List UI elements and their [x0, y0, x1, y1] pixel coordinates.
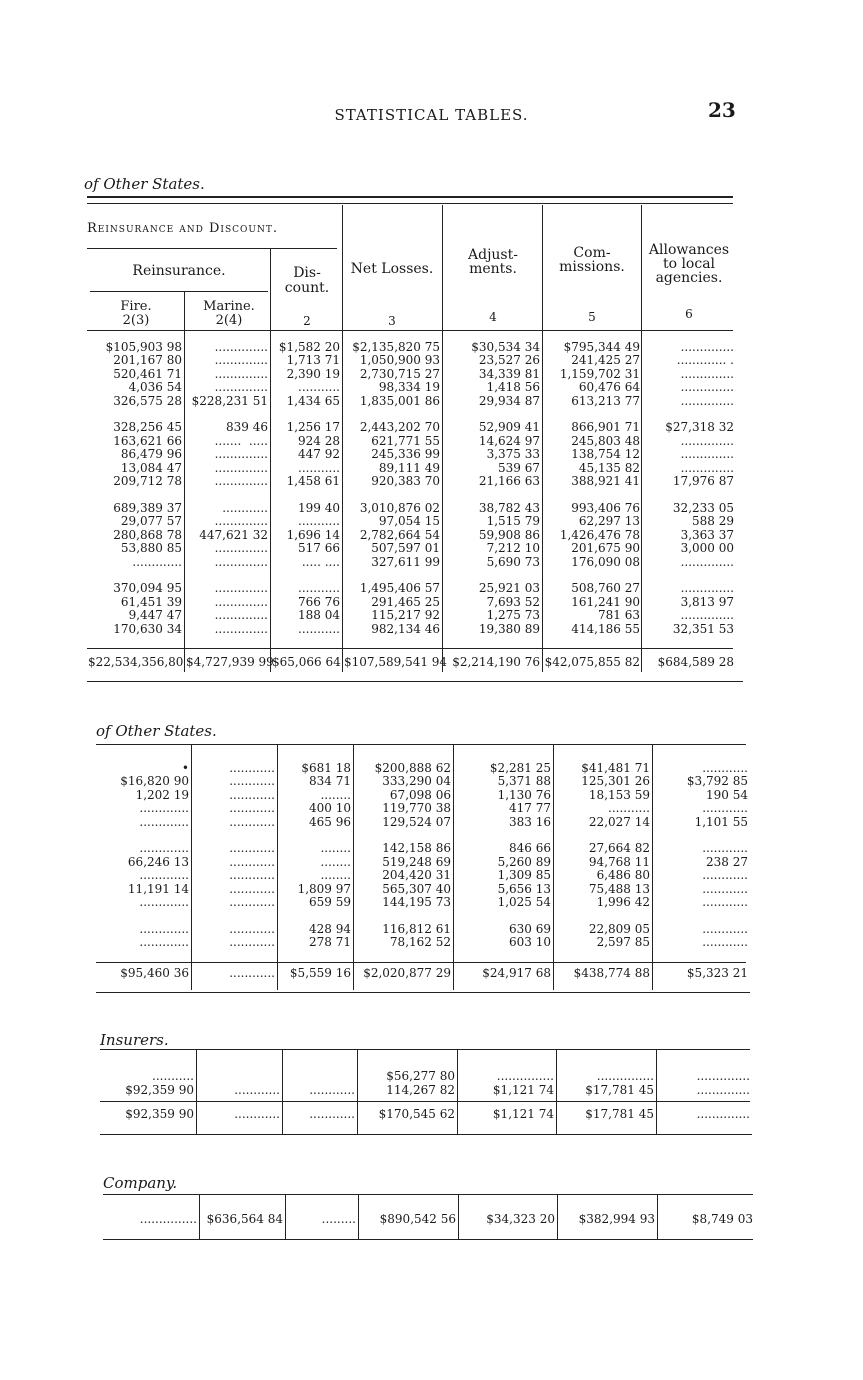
- col-rule: [553, 745, 554, 990]
- cell: $890,542 56: [379, 1212, 456, 1226]
- total-discount: $65,066 64: [272, 655, 341, 669]
- fire-column: • $16,820 90 1,202 19 ............. ............. ............. 66,246 13 ............. 11,191 14 ............. ............. .............: [120, 761, 189, 950]
- col-rule: [556, 1050, 557, 1134]
- col-rule: [282, 1050, 283, 1134]
- commissions-column: $41,481 71 125,301 26 18,153 59 ........... 22,027 14 27,664 82 94,768 11 6,486 80 75,488 13 1,996 42 22,809 05 2,597 85: [581, 761, 650, 950]
- col-rule: [458, 1195, 459, 1239]
- adjustments-column: $30,534 34 23,527 26 34,339 81 1,418 56 29,934 87 52,909 41 14,624 97 3,375 33 539 67 21,166 63 38,782 43 1,515 79 59,908 86 7,212 10 5,690 73 25,921 03 7,693 52 1,275 73 19,380 89: [471, 340, 540, 636]
- total-fire: $92,359 90: [125, 1107, 194, 1121]
- rule: [90, 291, 268, 292]
- rule: [87, 648, 733, 649]
- col-rule: [277, 745, 278, 990]
- cell: ............: [309, 1083, 355, 1097]
- rule: [96, 992, 750, 993]
- section-title-1: of Other States.: [84, 175, 205, 193]
- cell: ............: [234, 1083, 280, 1097]
- cell: ...............: [139, 1212, 197, 1226]
- cell: ...........: [152, 1069, 194, 1083]
- discount-column: $681 18 834 71 ........ 400 10 465 96 ........ ........ ........ 1,809 97 659 59 428 94 278 71: [297, 761, 351, 950]
- rule: [100, 1049, 750, 1050]
- header-marine: Marine. 2(4): [203, 299, 255, 328]
- col-rule: [656, 1050, 657, 1134]
- total-marine: $4,727,939 99: [186, 655, 274, 669]
- col-rule: [357, 1050, 358, 1134]
- header-net-losses: Net Losses.: [350, 261, 434, 277]
- cell: ...............: [596, 1069, 654, 1083]
- rule: [87, 196, 733, 198]
- col-rule: [270, 249, 271, 672]
- total-allowances: $5,323 21: [686, 966, 748, 980]
- fire-column: $105,903 98 201,167 80 520,461 71 4,036 54 326,575 28 328,256 45 163,621 66 86,479 96 13,084 47 209,712 78 689,389 37 29,077 57 280,868 78 53,880 85 ............. 370,094 95 61,451 39 9,447 47 170,630 34: [105, 340, 182, 636]
- running-title: STATISTICAL TABLES.: [334, 106, 529, 124]
- marine-column: ............ ............ ............ ............ ............ ............ ............ ............ ............ ............ ............ ............: [229, 761, 275, 950]
- col-rule: [184, 292, 185, 672]
- total-adjustments: $2,214,190 76: [452, 655, 540, 669]
- header-adjustments: Adjust- ments.: [468, 247, 518, 277]
- total-commissions: $42,075,855 82: [544, 655, 640, 669]
- col-rule: [342, 205, 343, 672]
- header-reinsurance: Reinsurance.: [132, 263, 226, 279]
- total-allowances: $684,589 28: [657, 655, 734, 669]
- header-fire: Fire. 2(3): [120, 299, 152, 328]
- section-title-4: Company.: [103, 1174, 178, 1192]
- col-rule: [442, 205, 443, 672]
- col-rule: [657, 1195, 658, 1239]
- cell: $382,994 93: [578, 1212, 655, 1226]
- rule: [96, 744, 746, 745]
- cell: $8,749 03: [691, 1212, 753, 1226]
- header-allowances: Allowances to local agencies.: [648, 242, 730, 286]
- discount-column: $1,582 20 1,713 71 2,390 19 ........... 1,434 65 1,256 17 924 28 447 92 ........... 1,458 61 199 40 ........... 1,696 14 517 66 ..... .... ........... 766 76 188 04 ...........: [278, 340, 340, 636]
- total-allowances: ..............: [696, 1107, 750, 1121]
- rule: [103, 1194, 753, 1195]
- col-rule: [353, 745, 354, 990]
- adjustments-column: $2,281 25 5,371 88 1,130 76 417 77 383 16 846 66 5,260 89 1,309 85 5,656 13 1,025 54 630 69 603 10: [489, 761, 551, 950]
- total-net-losses: $107,589,541 94: [344, 655, 448, 669]
- cell: $636,564 84: [206, 1212, 283, 1226]
- total-net-losses: $170,545 62: [378, 1107, 455, 1121]
- col-number: 2: [303, 314, 311, 328]
- col-rule: [358, 1195, 359, 1239]
- rule: [100, 1134, 752, 1135]
- col-rule: [191, 745, 192, 990]
- cell: $34,323 20: [486, 1212, 555, 1226]
- cell: $1,121 74: [492, 1083, 554, 1097]
- header-discount: Dis- count.: [284, 265, 330, 296]
- col-rule: [557, 1195, 558, 1239]
- total-commissions: $438,774 88: [573, 966, 650, 980]
- allowances-column: ............ $3,792 85 190 54 ............ 1,101 55 ............ 238 27 ............ ............ ............ ............ ............: [686, 761, 748, 950]
- col-number: 3: [388, 314, 396, 328]
- total-net-losses: $2,020,877 29: [363, 966, 451, 980]
- cell: 114,267 82: [386, 1083, 455, 1097]
- total-marine: ............: [234, 1107, 280, 1121]
- total-adjustments: $24,917 68: [482, 966, 551, 980]
- header-commissions: Com- missions.: [559, 245, 625, 275]
- col-rule: [542, 205, 543, 672]
- marine-column: .............. .............. .............. .............. $228,231 51 839 46 ....... ..... .............. .............. .............. ............ .............. 447,621 32 .............. .............. .............. .............. .............. ..............: [191, 340, 268, 636]
- page-number: 23: [708, 98, 736, 122]
- cell: .........: [321, 1212, 356, 1226]
- col-rule: [652, 745, 653, 990]
- cell: ..............: [696, 1069, 750, 1083]
- col-rule: [641, 205, 642, 672]
- net-losses-column: $2,135,820 75 1,050,900 93 2,730,715 27 98,334 19 1,835,001 86 2,443,202 70 621,771 55 245,336 99 89,111 49 920,383 70 3,010,876 02 97,054 15 2,782,664 54 507,597 01 327,611 99 1,495,406 57 291,465 25 115,217 92 982,134 46: [352, 340, 440, 636]
- rule: [103, 1239, 753, 1240]
- cell: $56,277 80: [386, 1069, 455, 1083]
- commissions-column: $795,344 49 241,425 27 1,159,702 31 60,476 64 613,213 77 866,901 71 245,803 48 138,754 12 45,135 82 388,921 41 993,406 76 62,297 13 1,426,476 78 201,675 90 176,090 08 508,760 27 161,241 90 781 63 414,186 55: [559, 340, 640, 636]
- cell: $17,781 45: [585, 1083, 654, 1097]
- total-discount: $5,559 16: [289, 966, 351, 980]
- rule: [87, 248, 337, 249]
- group-heading: Reinsurance and Discount.: [87, 221, 279, 236]
- section-title-3: Insurers.: [100, 1031, 169, 1049]
- col-number: 5: [588, 310, 596, 324]
- rule: [87, 203, 733, 204]
- cell: $92,359 90: [125, 1083, 194, 1097]
- cell: ..............: [696, 1083, 750, 1097]
- col-rule: [453, 745, 454, 990]
- net-losses-column: $200,888 62 333,290 04 67,098 06 119,770 38 129,524 07 142,158 86 519,248 69 204,420 31 565,307 40 144,195 73 116,812 61 78,162 52: [374, 761, 451, 950]
- col-number: 4: [489, 310, 497, 324]
- cell: ...............: [496, 1069, 554, 1083]
- col-rule: [457, 1050, 458, 1134]
- section-title-2: of Other States.: [96, 722, 217, 740]
- col-rule: [285, 1195, 286, 1239]
- total-discount: ............: [309, 1107, 355, 1121]
- rule: [87, 681, 743, 682]
- total-fire: $95,460 36: [120, 966, 189, 980]
- col-rule: [199, 1195, 200, 1239]
- allowances-column: .............. ............. . .............. .............. .............. $27,318 32 .............. .............. .............. 17,976 87 32,233 05 588 29 3,363 37 3,000 00 .............. .............. 3,813 97 .............. 32,351 53: [665, 340, 734, 636]
- total-adjustments: $1,121 74: [492, 1107, 554, 1121]
- total-fire: $22,534,356,80: [88, 655, 184, 669]
- rule: [100, 1101, 750, 1102]
- rule: [96, 962, 746, 963]
- col-number: 6: [685, 307, 693, 321]
- total-commissions: $17,781 45: [585, 1107, 654, 1121]
- col-rule: [196, 1050, 197, 1134]
- total-marine: ............: [229, 966, 275, 980]
